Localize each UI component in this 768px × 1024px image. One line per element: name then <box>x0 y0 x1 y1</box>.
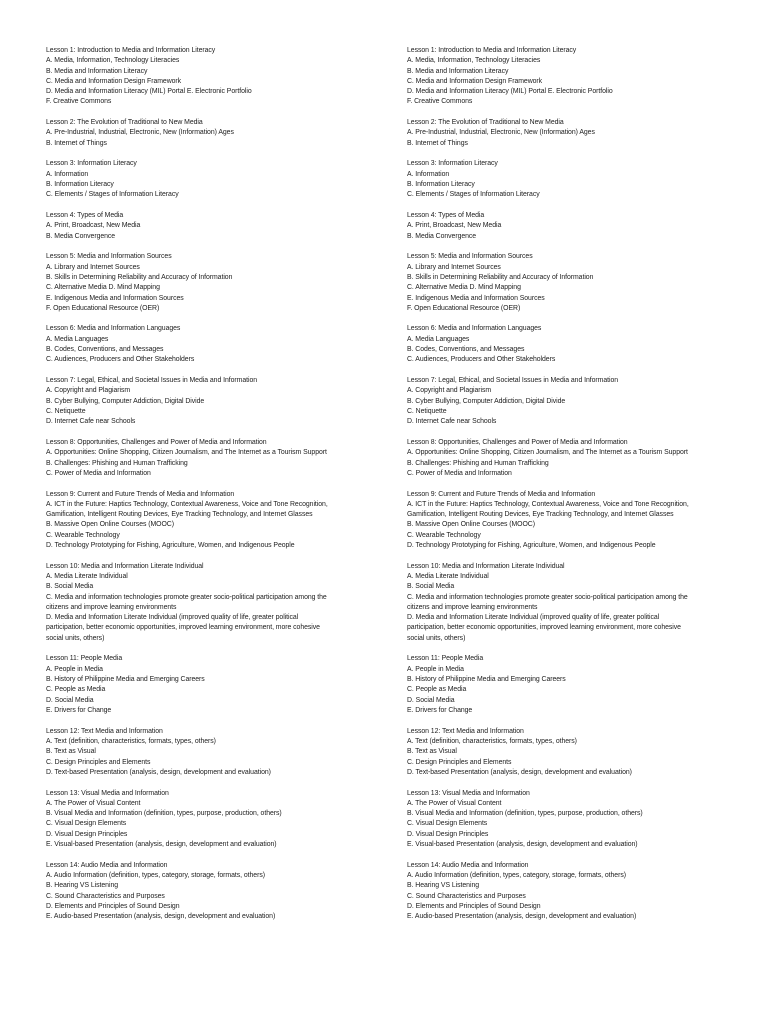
lesson-block <box>407 46 752 108</box>
right-column <box>407 46 752 933</box>
lesson-title: Lesson 5: Media and Information Sources <box>46 253 172 261</box>
lesson-item: C. Elements / Stages of Information Literacy <box>407 191 540 199</box>
lesson-item: D. Media and Information Literacy (MIL) Portal E. Electronic Portfolio <box>46 88 252 96</box>
lesson-item: A. The Power of Visual Content <box>46 799 141 807</box>
lesson-item: C. Visual Design Elements <box>46 820 127 828</box>
lesson-title: Lesson 12: Text Media and Information <box>46 727 163 735</box>
lesson-item: A. Media, Information, Technology Literacies <box>46 57 180 65</box>
lesson-item: B. Media Convergence <box>407 232 477 240</box>
lesson-item: D. Media and Information Literate Individual (improved quality of life, greater political <box>407 614 660 622</box>
lesson-item: C. Wearable Technology <box>407 531 481 539</box>
lesson-title: Lesson 4: Types of Media <box>407 212 485 220</box>
lesson-title: Lesson 3: Information Literacy <box>46 160 137 168</box>
lesson-block <box>407 324 752 365</box>
lesson-title: Lesson 8: Opportunities, Challenges and Power of Media and Information <box>46 438 267 446</box>
lesson-item: A. Library and Internet Sources <box>407 263 501 271</box>
lesson-item: A. Information <box>46 170 89 178</box>
lesson-block <box>407 490 752 552</box>
lesson-item: D. Media and Information Literacy (MIL) Portal E. Electronic Portfolio <box>407 88 613 96</box>
lesson-item: B. Media and Information Literacy <box>407 67 509 75</box>
lesson-title: Lesson 13: Visual Media and Information <box>407 789 530 797</box>
lesson-title: Lesson 9: Current and Future Trends of Media and Information <box>407 490 596 498</box>
lesson-item: D. Text-based Presentation (analysis, design, development and evaluation) <box>46 768 271 776</box>
lesson-title: Lesson 6: Media and Information Languages <box>46 325 181 333</box>
lesson-item: E. Audio-based Presentation (analysis, design, development and evaluation) <box>407 913 637 921</box>
lesson-block <box>46 654 391 716</box>
lesson-item: B. Skills in Determining Reliability and Accuracy of Information <box>407 273 594 281</box>
lesson-title: Lesson 11: People Media <box>46 655 123 663</box>
lesson-item: A. Pre-Industrial, Industrial, Electronic, New (Information) Ages <box>407 129 595 137</box>
lesson-item: C. Visual Design Elements <box>407 820 488 828</box>
lesson-block <box>46 324 391 365</box>
lesson-item: A. Media Literate Individual <box>407 572 489 580</box>
lesson-item: B. Challenges: Phishing and Human Trafficking <box>407 459 549 467</box>
lesson-item: E. Indigenous Media and Information Sources <box>407 294 545 302</box>
lesson-block <box>46 490 391 552</box>
lesson-item: C. Netiquette <box>407 407 447 415</box>
lesson-title: Lesson 1: Introduction to Media and Information Literacy <box>46 47 216 54</box>
lesson-item: B. Codes, Conventions, and Messages <box>46 346 164 354</box>
lesson-item: A. People in Media <box>46 665 103 673</box>
lesson-item: B. Hearing VS Listening <box>46 882 119 890</box>
lesson-item: C. People as Media <box>407 686 467 694</box>
lesson-item: B. Codes, Conventions, and Messages <box>407 346 525 354</box>
lesson-item: A. Copyright and Plagiarism <box>407 387 492 395</box>
lesson-item: B. Skills in Determining Reliability and Accuracy of Information <box>46 273 233 281</box>
lesson-item: C. Media and information technologies promote greater socio-political participation among the <box>46 593 327 601</box>
lesson-item: C. Netiquette <box>46 407 86 415</box>
lesson-item: B. History of Philippine Media and Emerging Careers <box>46 676 205 684</box>
lesson-item: Gamification, Intelligent Routing Devices, Eye Tracking Technology, and Internet Glasses <box>46 511 313 519</box>
lesson-title: Lesson 7: Legal, Ethical, and Societal Issues in Media and Information <box>46 377 258 385</box>
lesson-item: C. Alternative Media D. Mind Mapping <box>407 284 521 292</box>
lesson-item: A. Text (definition, characteristics, formats, types, others) <box>46 737 216 745</box>
lesson-item: A. Copyright and Plagiarism <box>46 387 131 395</box>
lesson-item: A. Media Literate Individual <box>46 572 128 580</box>
lesson-item: B. Massive Open Online Courses (MOOC) <box>46 521 174 529</box>
lesson-title: Lesson 14: Audio Media and Information <box>46 861 168 869</box>
lesson-item: C. Media and information technologies promote greater socio-political participation among the <box>407 593 688 601</box>
lesson-block <box>46 727 391 778</box>
lesson-item: D. Elements and Principles of Sound Design <box>407 902 541 910</box>
lesson-item: C. Media and Information Design Framework <box>46 77 182 85</box>
lesson-title: Lesson 2: The Evolution of Traditional to New Media <box>407 119 564 127</box>
lesson-item: social units, others) <box>46 634 105 642</box>
lesson-block <box>407 654 752 716</box>
lesson-title: Lesson 10: Media and Information Literate Individual <box>407 562 565 570</box>
lesson-item: B. Media and Information Literacy <box>46 67 148 75</box>
lesson-item: F. Open Educational Resource (OER) <box>46 304 160 312</box>
lesson-title: Lesson 9: Current and Future Trends of Media and Information <box>46 490 235 498</box>
lesson-item: B. Massive Open Online Courses (MOOC) <box>407 521 535 529</box>
lesson-title: Lesson 14: Audio Media and Information <box>407 861 529 869</box>
lesson-item: C. Sound Characteristics and Purposes <box>46 892 165 900</box>
lesson-item: C. Power of Media and Information <box>407 469 512 477</box>
lesson-block <box>407 376 752 427</box>
lesson-item: F. Open Educational Resource (OER) <box>407 304 521 312</box>
left-column <box>46 46 391 933</box>
lesson-item: A. Print, Broadcast, New Media <box>407 222 502 230</box>
lesson-item: B. Visual Media and Information (definition, types, purpose, production, others) <box>46 810 282 818</box>
lesson-item: citizens and improve learning environments <box>407 603 538 611</box>
lesson-title: Lesson 12: Text Media and Information <box>407 727 524 735</box>
lesson-block <box>407 727 752 778</box>
lesson-block <box>407 562 752 644</box>
lesson-block <box>407 789 752 851</box>
lesson-item: E. Indigenous Media and Information Sources <box>46 294 184 302</box>
lesson-title: Lesson 11: People Media <box>407 655 484 663</box>
lesson-item: A. The Power of Visual Content <box>407 799 502 807</box>
lesson-item: D. Social Media <box>407 696 455 704</box>
lesson-item: E. Audio-based Presentation (analysis, design, development and evaluation) <box>46 913 276 921</box>
lesson-item: E. Visual-based Presentation (analysis, design, development and evaluation) <box>46 840 277 848</box>
lesson-item: C. Design Principles and Elements <box>407 758 512 766</box>
lesson-block <box>46 118 391 149</box>
lesson-item: B. Internet of Things <box>407 139 468 147</box>
lesson-item: D. Internet Cafe near Schools <box>407 418 497 426</box>
lesson-item: F. Creative Commons <box>46 98 112 106</box>
lesson-item: C. Media and Information Design Framework <box>407 77 543 85</box>
lesson-block <box>46 211 391 242</box>
lesson-item: D. Technology Prototyping for Fishing, Agriculture, Women, and Indigenous People <box>407 542 656 549</box>
lesson-block <box>46 252 391 314</box>
lesson-item: A. Media, Information, Technology Literacies <box>407 57 541 65</box>
lesson-block <box>46 159 391 200</box>
lesson-title: Lesson 2: The Evolution of Traditional to New Media <box>46 119 203 127</box>
lesson-item: A. Audio Information (definition, types, category, storage, formats, others) <box>407 871 626 879</box>
lesson-item: A. People in Media <box>407 665 464 673</box>
lesson-item: A. Audio Information (definition, types, category, storage, formats, others) <box>46 871 265 879</box>
lesson-item: A. Opportunities: Online Shopping, Citizen Journalism, and The Internet as a Tourism Support <box>46 449 327 457</box>
lesson-item: A. Pre-Industrial, Industrial, Electronic, New (Information) Ages <box>46 129 234 137</box>
lesson-block <box>407 118 752 149</box>
lesson-item: B. Text as Visual <box>407 748 457 756</box>
lesson-item: B. Visual Media and Information (definition, types, purpose, production, others) <box>407 810 643 818</box>
lesson-item: A. Media Languages <box>46 335 109 343</box>
lesson-item: B. Challenges: Phishing and Human Trafficking <box>46 459 188 467</box>
lesson-item: C. Wearable Technology <box>46 531 120 539</box>
lesson-item: A. Text (definition, characteristics, formats, types, others) <box>407 737 577 745</box>
lesson-item: E. Drivers for Change <box>407 706 473 714</box>
lesson-item: B. Hearing VS Listening <box>407 882 480 890</box>
lesson-item: C. Sound Characteristics and Purposes <box>407 892 526 900</box>
lesson-item: A. Print, Broadcast, New Media <box>46 222 141 230</box>
lesson-item: B. History of Philippine Media and Emerging Careers <box>407 676 566 684</box>
lesson-item: A. Media Languages <box>407 335 470 343</box>
lesson-item: A. Opportunities: Online Shopping, Citizen Journalism, and The Internet as a Tourism Support <box>407 449 688 457</box>
lesson-item: B. Media Convergence <box>46 232 116 240</box>
lesson-item: B. Information Literacy <box>46 181 114 189</box>
lesson-title: Lesson 10: Media and Information Literate Individual <box>46 562 204 570</box>
lesson-item: participation, better economic opportunities, improved learning environment, more cohesive <box>46 624 320 632</box>
lesson-title: Lesson 6: Media and Information Languages <box>407 325 542 333</box>
lesson-item: C. Power of Media and Information <box>46 469 151 477</box>
lesson-item: B. Internet of Things <box>46 139 107 147</box>
lesson-item: Gamification, Intelligent Routing Devices, Eye Tracking Technology, and Internet Glasses <box>407 511 674 519</box>
lesson-item: C. Audiences, Producers and Other Stakeholders <box>46 356 195 364</box>
lesson-title: Lesson 1: Introduction to Media and Information Literacy <box>407 47 577 54</box>
lesson-item: B. Cyber Bullying, Computer Addiction, Digital Divide <box>46 397 205 405</box>
lesson-item: F. Creative Commons <box>407 98 473 106</box>
lesson-title: Lesson 5: Media and Information Sources <box>407 253 533 261</box>
lesson-item: E. Visual-based Presentation (analysis, design, development and evaluation) <box>407 840 638 848</box>
lesson-title: Lesson 7: Legal, Ethical, and Societal Issues in Media and Information <box>407 377 619 385</box>
lesson-item: D. Visual Design Principles <box>407 830 489 838</box>
lesson-title: Lesson 8: Opportunities, Challenges and Power of Media and Information <box>407 438 628 446</box>
lesson-title: Lesson 3: Information Literacy <box>407 160 498 168</box>
lesson-item: D. Internet Cafe near Schools <box>46 418 136 426</box>
lesson-item: C. People as Media <box>46 686 106 694</box>
lesson-title: Lesson 13: Visual Media and Information <box>46 789 169 797</box>
lesson-block <box>407 252 752 314</box>
lesson-item: D. Media and Information Literate Individual (improved quality of life, greater political <box>46 614 299 622</box>
lesson-item: B. Cyber Bullying, Computer Addiction, Digital Divide <box>407 397 566 405</box>
lesson-item: B. Social Media <box>46 583 94 591</box>
lesson-block <box>46 789 391 851</box>
lesson-item: A. ICT in the Future: Haptics Technology, Contextual Awareness, Voice and Tone Recognition, <box>46 500 328 508</box>
lesson-block <box>46 438 391 479</box>
lesson-item: B. Social Media <box>407 583 455 591</box>
lesson-item: A. Information <box>407 170 450 178</box>
lesson-item: B. Text as Visual <box>46 748 96 756</box>
lesson-item: C. Audiences, Producers and Other Stakeholders <box>407 356 556 364</box>
lesson-block <box>407 438 752 479</box>
lesson-block <box>46 46 391 108</box>
lesson-block <box>407 861 752 923</box>
lesson-item: A. Library and Internet Sources <box>46 263 140 271</box>
lesson-title: Lesson 4: Types of Media <box>46 212 124 220</box>
lesson-item: C. Design Principles and Elements <box>46 758 151 766</box>
lesson-item: D. Visual Design Principles <box>46 830 128 838</box>
lesson-item: D. Text-based Presentation (analysis, design, development and evaluation) <box>407 768 632 776</box>
lesson-item: A. ICT in the Future: Haptics Technology, Contextual Awareness, Voice and Tone Recognition, <box>407 500 689 508</box>
lesson-block <box>46 562 391 644</box>
lesson-block <box>407 159 752 200</box>
lesson-item: participation, better economic opportunities, improved learning environment, more cohesive <box>407 624 681 632</box>
lesson-item: C. Alternative Media D. Mind Mapping <box>46 284 160 292</box>
lesson-item: social units, others) <box>407 634 466 642</box>
lesson-item: C. Elements / Stages of Information Literacy <box>46 191 179 199</box>
lesson-block <box>407 211 752 242</box>
lesson-item: B. Information Literacy <box>407 181 475 189</box>
lesson-block <box>46 376 391 427</box>
lesson-item: E. Drivers for Change <box>46 706 112 714</box>
lesson-item: D. Social Media <box>46 696 94 704</box>
lesson-item: D. Elements and Principles of Sound Design <box>46 902 180 910</box>
lesson-item: D. Technology Prototyping for Fishing, Agriculture, Women, and Indigenous People <box>46 542 295 549</box>
lesson-block <box>46 861 391 923</box>
lesson-item: citizens and improve learning environments <box>46 603 177 611</box>
